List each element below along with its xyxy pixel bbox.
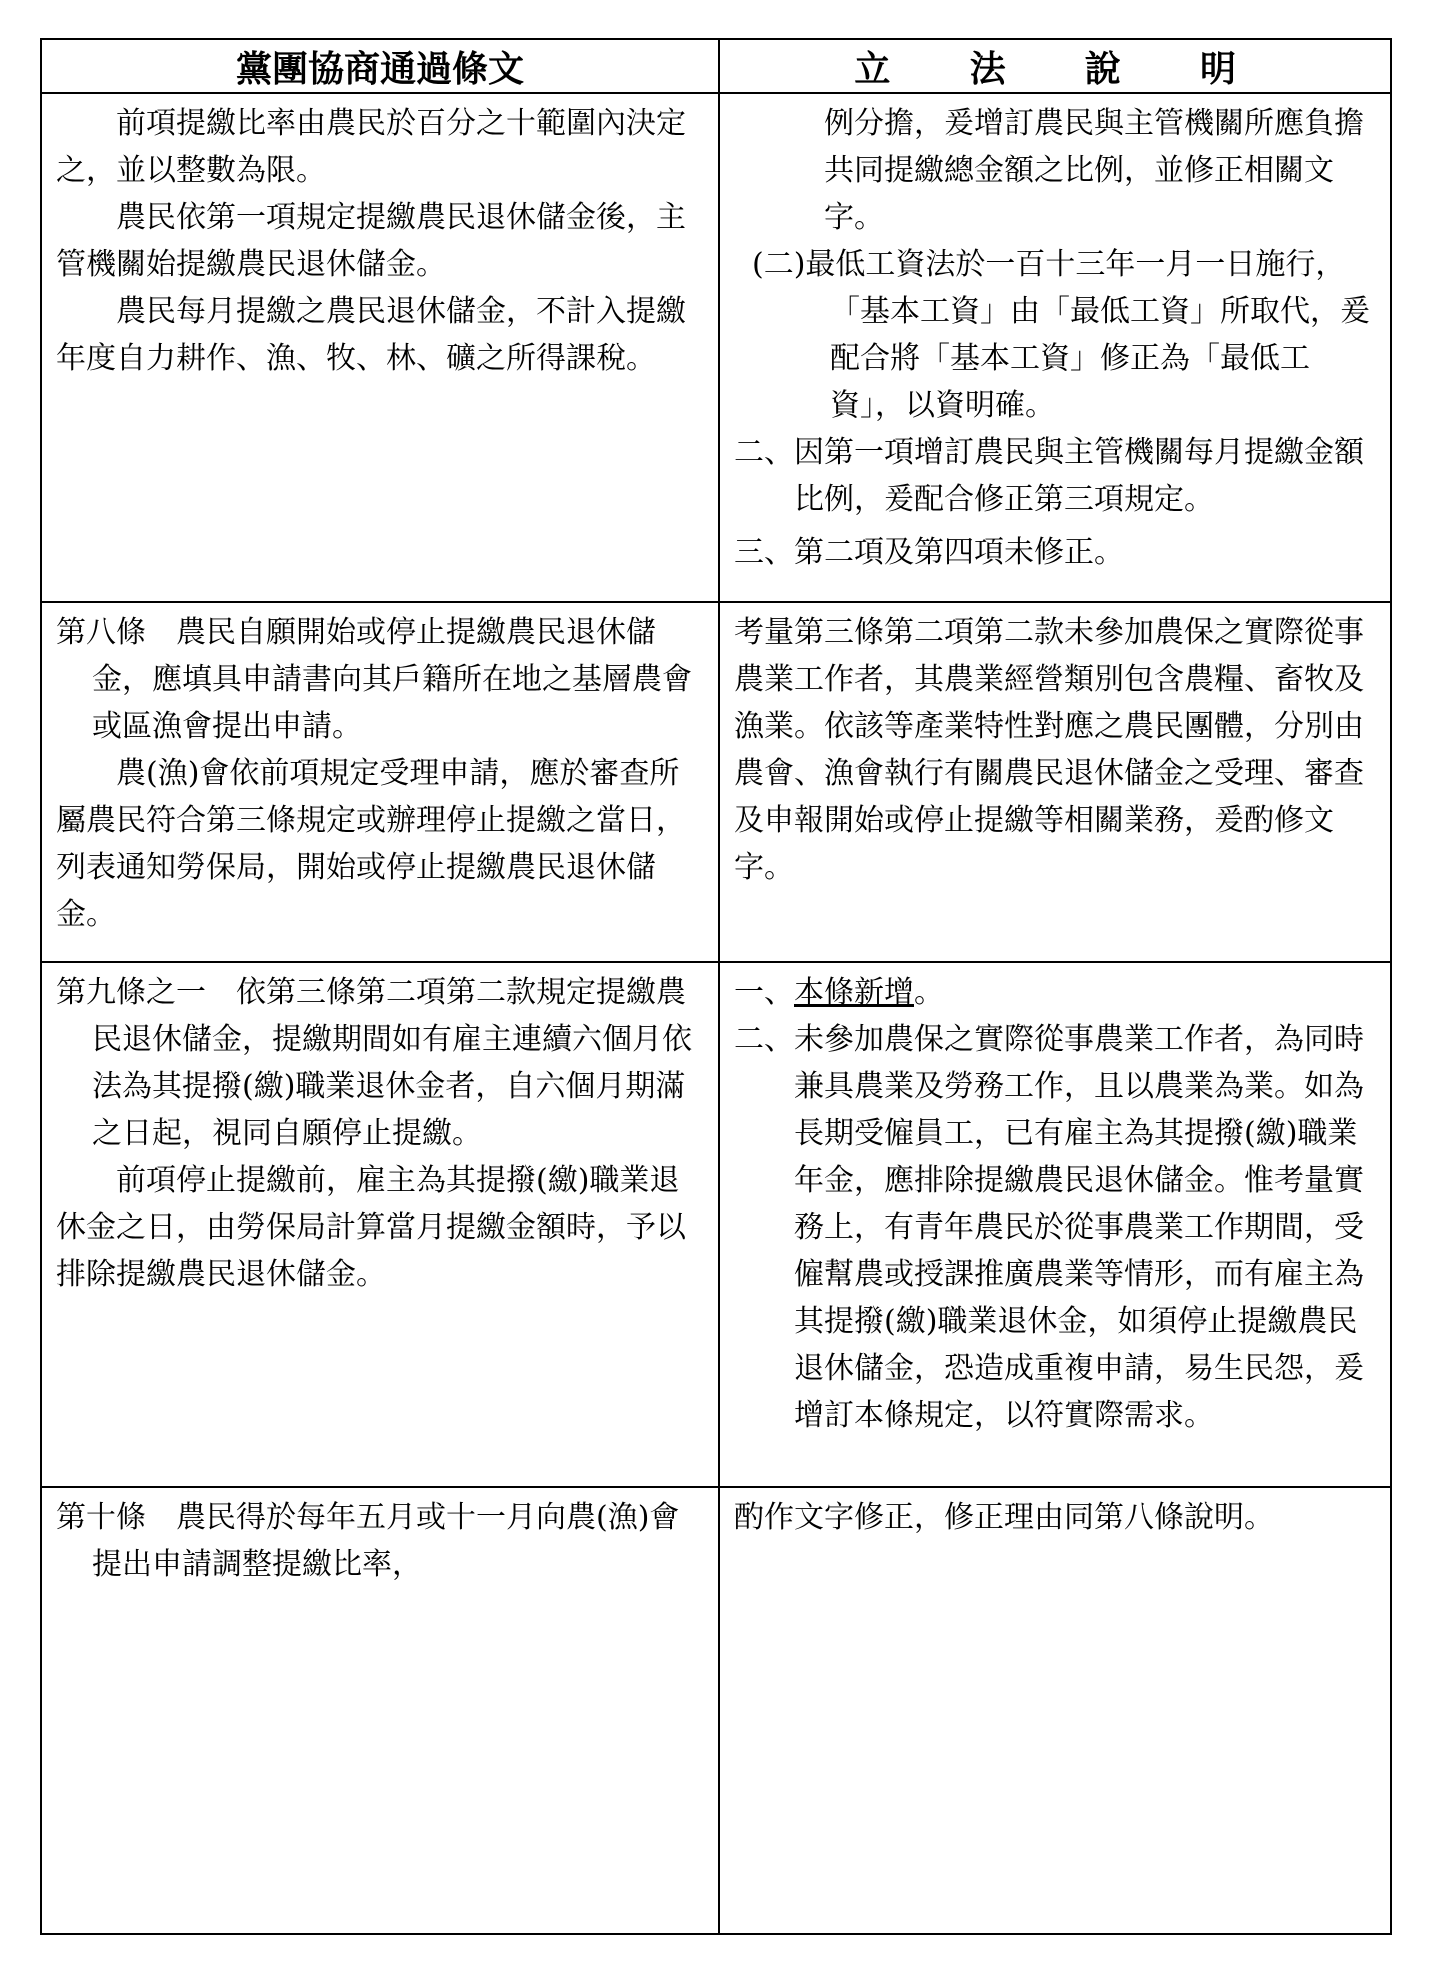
header-right: 立 法 說 明	[854, 48, 1258, 90]
table-row-3	[42, 961, 1390, 1486]
row3-right-point-1	[734, 969, 1378, 1016]
article-8: 第八條 農民自願開始或停止提繳農民退休儲金，應填具申請書向其戶籍所在地之基層農會或區漁會提出申請。	[56, 615, 692, 744]
row1-left-para-2: 農民依第一項規定提繳農民退休儲金後，主管機關始提繳農民退休儲金。	[56, 200, 686, 282]
row1-left-para-1: 前項提繳比率由農民於百分之十範圍內決定之，並以整數為限。	[56, 106, 686, 188]
table-row-4	[42, 1486, 1390, 1933]
table-row-1	[42, 92, 1390, 601]
row1-right-point-2: 二、因第一項增訂農民與主管機關每月提繳金額比例，爰配合修正第三項規定。	[734, 435, 1364, 517]
article-8-para-2: 農(漁)會依前項規定受理申請，應於審查所屬農民符合第三條規定或辦理停止提繳之當日，列表通知勞保局，開始或停止提繳農民退休儲金。	[56, 756, 686, 932]
articles-table	[40, 38, 1392, 1935]
row1-right-point-3: 三、第二項及第四項未修正。	[734, 535, 1124, 570]
row2-right-cell	[720, 603, 1392, 961]
row2-left-cell	[42, 603, 718, 961]
row1-left-cell	[42, 94, 718, 601]
row4-left-cell	[42, 1488, 718, 1933]
point-1-text: 本條新增	[794, 975, 914, 1010]
row3-left-cell	[42, 963, 718, 1486]
article-9-1-para-2: 前項停止提繳前，雇主為其提撥(繳)職業退休金之日，由勞保局計算當月提繳金額時，予以排除提繳農民退休儲金。	[56, 1163, 686, 1292]
row3-right-cell	[720, 963, 1392, 1486]
table-header-row	[42, 40, 1390, 92]
article-8-explanation: 考量第三條第二項第二款未參加農保之實際從事農業工作者，其農業經營類別包含農糧、畜牧及漁業。依該等產業特性對應之農民團體，分別由農會、漁會執行有關農民退休儲金之受理、審查及申報開始或停止提繳等相關業務，爰酌修文字。	[734, 615, 1364, 885]
row1-right-continuation: 例分擔，爰增訂農民與主管機關所應負擔共同提繳總金額之比例，並修正相關文字。	[824, 106, 1364, 235]
table-row-2	[42, 601, 1390, 961]
row4-right-cell	[720, 1488, 1392, 1933]
row1-right-cell	[720, 94, 1392, 601]
row3-right-point-2: 二、未參加農保之實際從事農業工作者，為同時兼具農業及勞務工作，且以農業為業。如為長期受僱員工，已有雇主為其提撥(繳)職業年金，應排除提繳農民退休儲金。惟考量實務上，有青年農民於從事農業工作期間，受僱幫農或授課推廣農業等情形，而有雇主為其提撥(繳)職業退休金，如須停止提繳農民退休儲金，恐造成重複申請，易生民怨，爰增訂本條規定，以符實際需求。	[734, 1022, 1364, 1433]
point-1-prefix: 一、	[734, 975, 794, 1010]
header-left: 黨團協商通過條文	[235, 48, 524, 90]
row1-right-item-2: (二)最低工資法於一百十三年一月一日施行，「基本工資」由「最低工資」所取代，爰配合將「基本工資」修正為「最低工資」，以資明確。	[752, 247, 1370, 423]
point-1-suffix: 。	[914, 975, 944, 1010]
row1-left-para-3: 農民每月提繳之農民退休儲金，不計入提繳年度自力耕作、漁、牧、林、礦之所得課稅。	[56, 294, 686, 376]
article-10-explanation: 酌作文字修正，修正理由同第八條說明。	[734, 1500, 1274, 1535]
article-9-1: 第九條之一 依第三條第二項第二款規定提繳農民退休儲金，提繳期間如有雇主連續六個月依法為其提撥(繳)職業退休金者，自六個月期滿之日起，視同自願停止提繳。	[56, 975, 692, 1151]
article-10: 第十條 農民得於每年五月或十一月向農(漁)會提出申請調整提繳比率，	[56, 1500, 680, 1582]
